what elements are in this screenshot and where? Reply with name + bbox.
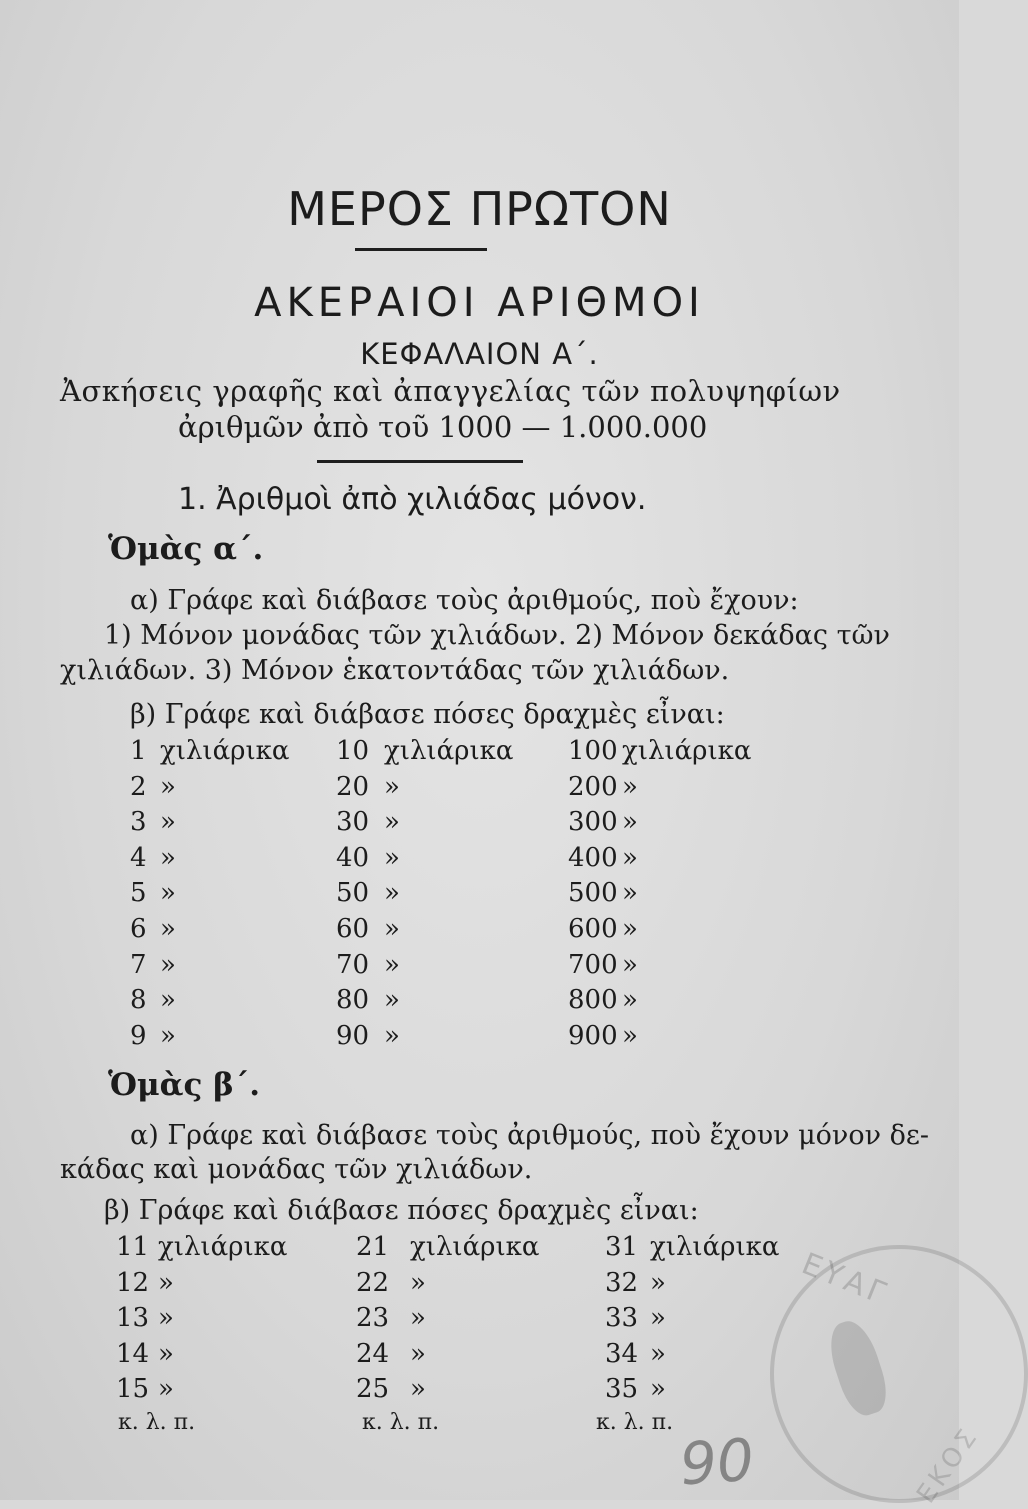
group-a-table-row-7-cell-1: 7 [130,949,147,980]
group-b-table-row-5-cell-4: » [410,1374,426,1404]
lesson-title: 1. Ἀριθμοὶ ἀπὸ χιλιάδας μόνον. [178,482,647,517]
library-stamp-text: ΕΥΑΓ [796,1246,894,1313]
group-a-table-row-2-cell-3: 20 [336,771,370,802]
group-b-table-row-3-cell-4: » [410,1303,426,1333]
group-a-table-row-4-cell-4: » [384,842,400,873]
group-a-table-row-6-cell-2: » [160,914,176,944]
group-a-table-row-5-cell-1: 5 [130,878,147,909]
group-a-table-row-9-cell-2: » [160,1020,176,1051]
group-b-heading: Ὁμὰς β΄. [108,1067,261,1103]
handwritten-page-number: 90 [677,1425,757,1499]
group-b-table-row-2-cell-5: 32 [605,1267,639,1298]
group-a-table-row-9-cell-1: 9 [130,1020,147,1051]
group-b-table-row-3-cell-5: 33 [605,1303,639,1333]
title-rule [355,248,487,251]
group-a-table-row-3-cell-3: 30 [336,807,370,838]
group-b-table-row-4-cell-6: » [650,1338,666,1369]
group-a-exercise-a-line-3: χιλιάδων. 3) Μόνον ἑκατοντάδας τῶν χιλιάδων. [60,655,730,686]
chapter-subtitle-line-1: Ἀσκήσεις γραφῆς καὶ ἀπαγγελίας τῶν πολυψηφίων [60,374,841,408]
group-b-table-row-2-cell-4: » [410,1267,426,1298]
group-a-table-row-1-cell-4: χιλιάρικα [384,736,514,766]
group-a-table-row-1-cell-5: 100 [568,736,618,766]
etc-label-1: κ. λ. π. [118,1410,196,1435]
group-b-table-row-5-cell-1: 15 [116,1374,150,1404]
group-b-table-row-1-cell-3: 21 [356,1232,390,1262]
chapter-subtitle-line-2: ἀριθμῶν ἀπὸ τοῦ 1000 — 1.000.000 [178,410,708,444]
library-stamp-text-2: ΕΚΟΣ [911,1421,986,1509]
group-a-table-row-6-cell-4: » [384,914,400,944]
group-b-table-row-3-cell-3: 23 [356,1303,390,1333]
group-a-table-row-3-cell-5: 300 [568,807,618,838]
group-a-table-row-2-cell-6: » [622,771,638,802]
group-a-table-row-1-cell-3: 10 [336,736,370,766]
group-a-table-row-2-cell-5: 200 [568,771,618,802]
section-title: ΑΚΕΡΑΙΟΙ ΑΡΙΘΜΟΙ [254,280,705,326]
group-b-table-row-2-cell-3: 22 [356,1267,390,1298]
group-a-table-row-4-cell-1: 4 [130,842,147,873]
group-a-table-row-5-cell-2: » [160,878,176,909]
group-a-table-row-1-cell-2: χιλιάρικα [160,736,290,766]
group-a-table-row-9-cell-3: 90 [336,1020,370,1051]
part-title: ΜΕΡΟΣ ΠΡΩΤΟΝ [287,182,672,236]
group-b-table-row-4-cell-4: » [410,1338,426,1369]
group-b-table-row-2-cell-2: » [158,1267,174,1298]
chapter-title: ΚΕΦΑΛΑΙΟΝ Α΄. [360,337,599,371]
etc-label-3: κ. λ. π. [596,1410,674,1435]
group-a-table-row-8-cell-3: 80 [336,985,370,1016]
group-b-table-row-4-cell-5: 34 [605,1338,639,1369]
group-a-table-row-2-cell-1: 2 [130,771,147,802]
group-b-table-row-5-cell-5: 35 [605,1374,639,1404]
group-b-table-row-1-cell-2: χιλιάρικα [158,1232,288,1262]
group-b-exercise-a-line-2: κάδας καὶ μονάδας τῶν χιλιάδων. [60,1154,533,1185]
group-b-table-row-4-cell-2: » [158,1338,174,1369]
group-a-table-row-3-cell-6: » [622,807,638,838]
group-a-table-row-1-cell-1: 1 [130,736,147,766]
group-a-table-row-3-cell-1: 3 [130,807,147,838]
group-a-table-row-9-cell-5: 900 [568,1020,618,1051]
group-a-table-row-8-cell-6: » [622,985,638,1016]
group-b-table-row-5-cell-2: » [158,1374,174,1404]
group-b-table-row-3-cell-2: » [158,1303,174,1333]
group-a-exercise-b-line-1: β) Γράφε καὶ διάβασε πόσες δραχμὲς εἶναι: [130,699,725,730]
group-a-table-row-7-cell-5: 700 [568,949,618,980]
group-a-table-row-4-cell-5: 400 [568,842,618,873]
group-a-table-row-7-cell-6: » [622,949,638,980]
group-b-table-row-1-cell-1: 11 [116,1232,150,1262]
group-a-table-row-7-cell-4: » [384,949,400,980]
group-a-table-row-3-cell-4: » [384,807,400,838]
group-a-exercise-a-line-2: 1) Μόνον μονάδας τῶν χιλιάδων. 2) Μόνον δεκάδας τῶν [104,620,890,651]
group-b-table-row-5-cell-3: 25 [356,1374,390,1404]
group-a-table-row-8-cell-1: 8 [130,985,147,1016]
group-a-table-row-5-cell-3: 50 [336,878,370,909]
group-a-table-row-5-cell-4: » [384,878,400,909]
group-a-heading: Ὁμὰς α΄. [108,531,264,567]
group-b-table-row-1-cell-4: χιλιάρικα [410,1232,540,1262]
group-b-table-row-2-cell-1: 12 [116,1267,150,1298]
group-a-table-row-9-cell-4: » [384,1020,400,1051]
group-a-table-row-7-cell-2: » [160,949,176,980]
group-a-table-row-6-cell-6: » [622,914,638,944]
group-a-table-row-8-cell-5: 800 [568,985,618,1016]
group-a-table-row-8-cell-2: » [160,985,176,1016]
group-a-table-row-4-cell-3: 40 [336,842,370,873]
group-a-table-row-9-cell-6: » [622,1020,638,1051]
chapter-rule [317,460,523,463]
group-b-table-row-1-cell-5: 31 [605,1232,639,1262]
group-b-exercise-b-line-1: β) Γράφε καὶ διάβασε πόσες δραχμὲς εἶναι: [104,1195,699,1226]
etc-label-2: κ. λ. π. [362,1410,440,1435]
group-a-table-row-7-cell-3: 70 [336,949,370,980]
group-a-table-row-6-cell-1: 6 [130,914,147,944]
group-b-table-row-1-cell-6: χιλιάρικα [650,1232,780,1262]
group-a-table-row-4-cell-2: » [160,842,176,873]
group-a-table-row-1-cell-6: χιλιάρικα [622,736,752,766]
group-b-table-row-5-cell-6: » [650,1374,666,1404]
group-a-table-row-5-cell-5: 500 [568,878,618,909]
group-b-exercise-a-line-1: α) Γράφε καὶ διάβασε τοὺς ἀριθμούς, ποὺ ἔχουν μόνον δε- [130,1120,929,1151]
group-b-table-row-3-cell-6: » [650,1303,666,1333]
group-b-table-row-2-cell-6: » [650,1267,666,1298]
group-b-table-row-4-cell-3: 24 [356,1338,390,1369]
group-a-table-row-8-cell-4: » [384,985,400,1016]
group-b-table-row-3-cell-1: 13 [116,1303,150,1333]
group-b-table-row-4-cell-1: 14 [116,1338,150,1369]
group-a-table-row-3-cell-2: » [160,807,176,838]
group-a-table-row-6-cell-5: 600 [568,914,618,944]
group-a-exercise-a-line-1: α) Γράφε καὶ διάβασε τοὺς ἀριθμούς, ποὺ ἔχουν: [130,585,799,616]
group-a-table-row-6-cell-3: 60 [336,914,370,944]
group-a-table-row-5-cell-6: » [622,878,638,909]
group-a-table-row-2-cell-4: » [384,771,400,802]
group-a-table-row-2-cell-2: » [160,771,176,802]
group-a-table-row-4-cell-6: » [622,842,638,873]
